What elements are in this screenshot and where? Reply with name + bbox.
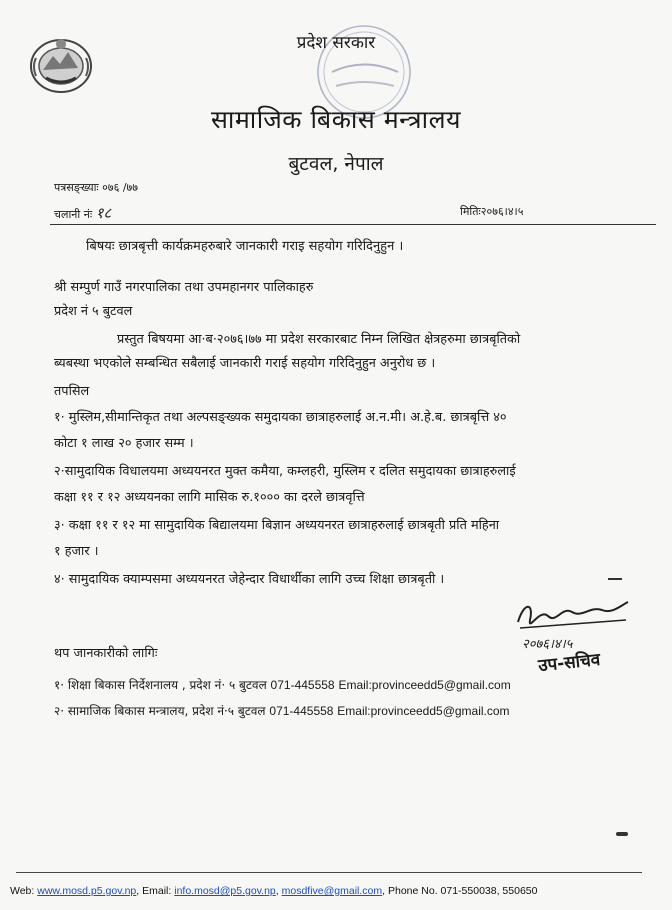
letter-date xyxy=(460,204,523,219)
item-2-line-1: २·सामुदायिक विधालयमा अध्ययनरत मुक्त कमैया, कम्लहरी, मुस्लिम र दलित समुदायका छात्राहरुलाई xyxy=(54,464,516,479)
details-heading: तपसिल xyxy=(54,384,90,399)
footer-phone: 071-550038, 550650 xyxy=(440,885,538,897)
item-1-line-2: कोटा १ लाख २० हजार सम्म । xyxy=(54,436,194,451)
date-value: २०७६।४।५ xyxy=(480,205,524,218)
reference-number xyxy=(54,180,138,195)
intro-line-1: प्रस्तुत बिषयमा आ·ब·२०७६।७७ मा प्रदेश सरकारबाट निम्न लिखित क्षेत्रहरुमा छात्रबृतिको xyxy=(117,332,521,347)
footer: Web: www.mosd.p5.gov.np, Email: info.mosd@p5.gov.np, mosdfive@gmail.com, Phone No. 071-550038, 550650 xyxy=(10,885,538,897)
intro-line-2: ब्यबस्था भएकोले सम्बन्धित सबैलाई जानकारी गराई सहयोग गरिदिनुहुन अनुरोध छ । xyxy=(54,356,436,371)
item-3-line-1: ३· कक्षा ११ र १२ मा सामुदायिक बिद्यालयमा बिज्ञान अध्ययनरत छात्राहरुलाई छात्रबृती प्रति महिना xyxy=(54,518,500,533)
dispatch-label: चलानी नंः xyxy=(54,208,93,221)
ministry-heading: सामाजिक बिकास मन्त्रालय xyxy=(210,105,462,134)
dispatch-value: १८ xyxy=(95,204,112,222)
contact-2-office: २· सामाजिक बिकास मन्त्रालय, प्रदेश नं·५ बुटवल xyxy=(54,704,266,718)
footer-email-label: Email: xyxy=(142,885,172,897)
recipient-line-2: प्रदेश नं ५ बुटवल xyxy=(54,304,133,319)
contact-1-email: Email:provinceedd5@gmail.com xyxy=(338,678,511,692)
footer-email-link-1[interactable]: info.mosd@p5.gov.np xyxy=(174,885,276,897)
contact-1-phone: 071-445558 xyxy=(270,678,335,692)
location-heading: बुटवल, नेपाल xyxy=(288,153,384,175)
dispatch-number xyxy=(54,203,111,223)
footer-phone-label: Phone No. xyxy=(387,885,438,897)
footer-divider xyxy=(16,872,642,873)
footer-web-label: Web: xyxy=(10,885,35,897)
contact-2-email: Email:provinceedd5@gmail.com xyxy=(337,704,510,718)
government-heading: प्रदेश सरकार xyxy=(296,33,376,53)
ref-label: पत्रसङ्ख्याः xyxy=(54,181,99,194)
item-2-line-2: कक्षा ११ र १२ अध्ययनका लागि मासिक रु.१००० का दरले छात्रवृत्ति xyxy=(54,490,365,505)
contact-row-2 xyxy=(54,702,510,719)
contacts-heading: थप जानकारीको लागिः xyxy=(54,646,158,661)
contact-row-1 xyxy=(54,676,511,693)
header-divider xyxy=(50,224,656,225)
recipient-line-1: श्री सम्पुर्ण गाउँ नगरपालिका तथा उपमहानगर पालिकाहरु xyxy=(54,280,314,295)
footer-email-link-2[interactable]: mosdfive@gmail.com xyxy=(281,885,383,897)
signature-title: उप-सचिव xyxy=(537,649,602,677)
contact-1-office: १· शिक्षा बिकास निर्देशनालय , प्रदेश नं· ५ बुटवल xyxy=(54,678,267,692)
footer-web-link[interactable]: www.mosd.p5.gov.np xyxy=(37,885,137,897)
item-3-line-2: १ हजार । xyxy=(54,544,99,559)
item-4-line-1: ४· सामुदायिक क्याम्पसमा अध्ययनरत जेहेन्दार विधार्थीका लागि उच्च शिक्षा छात्रबृती । xyxy=(54,572,445,587)
scan-mark xyxy=(608,578,622,580)
scan-mark xyxy=(616,832,628,836)
date-label: मितिः xyxy=(460,205,481,218)
ref-value: ०७६ /७७ xyxy=(102,181,138,194)
item-1-line-1: १· मुस्लिम,सीमान्तिकृत तथा अल्पसङ्ख्यक समुदायका छात्राहरुलाई अ.न.मी। अ.हे.ब. छात्रबृत्ति ४० xyxy=(54,410,507,425)
subject-line: बिषयः छात्रबृत्ती कार्यक्रमहरुबारे जानकारी गराइ सहयोग गरिदिनुहुन । xyxy=(86,239,404,254)
contact-2-phone: 071-445558 xyxy=(269,704,334,718)
signature-date: २०७६।४।५ xyxy=(522,637,573,652)
